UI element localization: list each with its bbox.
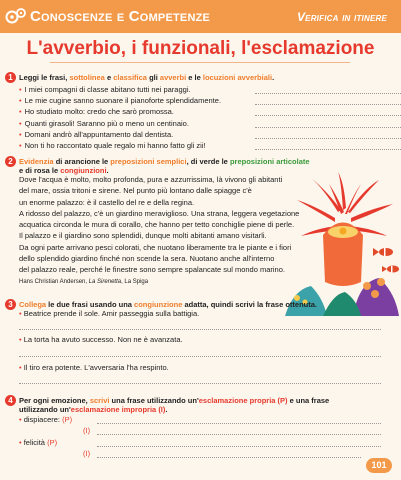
list-item: (I) <box>83 449 91 458</box>
answer-line[interactable] <box>255 149 401 150</box>
exercise-2-number: 2 <box>5 156 16 167</box>
exercise-1-number: 1 <box>5 72 16 83</box>
exercise-4-number: 4 <box>5 395 16 406</box>
passage-line: A ridosso del palazzo, c'è un giardino meraviglioso. Una strana, leggera vegetazione <box>19 208 300 218</box>
exercise-4-instruction: Per ogni emozione, scrivi una frase utilizzando un'esclamazione propria (P) e una frase utilizzando un'esclamazione impropria (I). <box>19 396 330 414</box>
list-item: • Il tiro era potente. L'avversaria l'ha respinto. <box>19 363 169 372</box>
list-item: • Domani andrò all'appuntamento dal dentista. <box>19 129 221 140</box>
exercise-1-instruction: Leggi le frasi, sottolinea e classifica gli avverbi e le locuzioni avverbiali. <box>19 73 275 82</box>
list-item: • Le mie cugine sanno suonare il pianoforte splendidamente. <box>19 95 221 106</box>
answer-line[interactable] <box>19 383 381 384</box>
list-item: • felicità (P) <box>19 438 58 447</box>
answer-line[interactable] <box>19 329 381 330</box>
list-item: • La torta ha avuto successo. Non ne è avanzata. <box>19 335 183 344</box>
passage-line: acquatica circonda le mura di corallo, che hanno per tetto conchiglie piene di perle. <box>19 220 295 230</box>
answer-line[interactable] <box>97 457 361 458</box>
answer-line[interactable] <box>255 104 401 105</box>
answer-line[interactable] <box>255 93 401 94</box>
exercise-3-number: 3 <box>5 299 16 310</box>
passage-line: Dove l'acqua è molto, molto profonda, pura e azzurrissima, là vivono gli abitanti <box>19 175 283 184</box>
answer-line[interactable] <box>255 138 401 139</box>
reading-passage <box>19 174 381 288</box>
answer-line[interactable] <box>97 423 381 424</box>
passage-source: Hans Christian Andersen, La Sirenetta, La Spiga <box>19 278 149 285</box>
exercise-3-instruction: Collega le due frasi usando una congiunzione adatta, quindi scrivi la frase ottenuta. <box>19 300 317 309</box>
list-item: (I) <box>83 426 91 435</box>
passage-line: Il palazzo e il giardino sono splendidi, dunque molti abitanti amano visitarli. <box>19 231 267 241</box>
exercise-2-instruction: Evidenzia di arancione le preposizioni semplici, di verde le preposizioni articolate e di rosa le congiunzioni. <box>19 157 310 175</box>
list-item: • Ho studiato molto: credo che sarò promossa. <box>19 106 221 117</box>
page-number: 101 <box>366 458 392 473</box>
section-header <box>0 0 401 33</box>
answer-line[interactable] <box>255 127 401 128</box>
answer-line[interactable] <box>19 356 381 357</box>
answer-line[interactable] <box>255 115 401 116</box>
list-item: • Beatrice prende il sole. Amir passeggia sulla battigia. <box>19 309 200 318</box>
exercise-1-list <box>19 84 221 151</box>
list-item: • I miei compagni di classe abitano tutti nei paraggi. <box>19 84 221 95</box>
title-divider <box>50 62 350 63</box>
list-item: • Non ti ho raccontato quale regalo mi hanno fatto gli zii! <box>19 140 221 151</box>
section-title: Conoscenze e Competenze <box>30 8 211 25</box>
passage-line: del mare, ossia tritoni e sirene. Nel punto più lontano dalle spiagge c'è <box>19 186 252 196</box>
passage-line: del palazzo reale, perché le finestre sono sempre spalancate sul mondo marino. <box>19 265 285 275</box>
answer-line[interactable] <box>97 446 381 447</box>
answer-line[interactable] <box>97 434 381 435</box>
list-item: • dispiacere: (P) <box>19 415 73 424</box>
passage-line: un enorme palazzo: è il castello del re e della regina. <box>19 197 195 207</box>
list-item: • Quanti girasoli! Saranno più o meno un centinaio. <box>19 118 221 129</box>
gears-icon <box>5 7 27 27</box>
section-subtitle: Verifica in itinere <box>296 10 387 24</box>
passage-line: dello splendido giardino finché non scende la sera. Nuotano anche all'interno <box>19 254 275 264</box>
page-title: L'avverbio, i funzionali, l'esclamazione <box>26 38 375 59</box>
passage-line: Da ogni parte arrivano pesci colorati, che nuotano liberamente tra le piante e i fiori <box>19 242 292 252</box>
